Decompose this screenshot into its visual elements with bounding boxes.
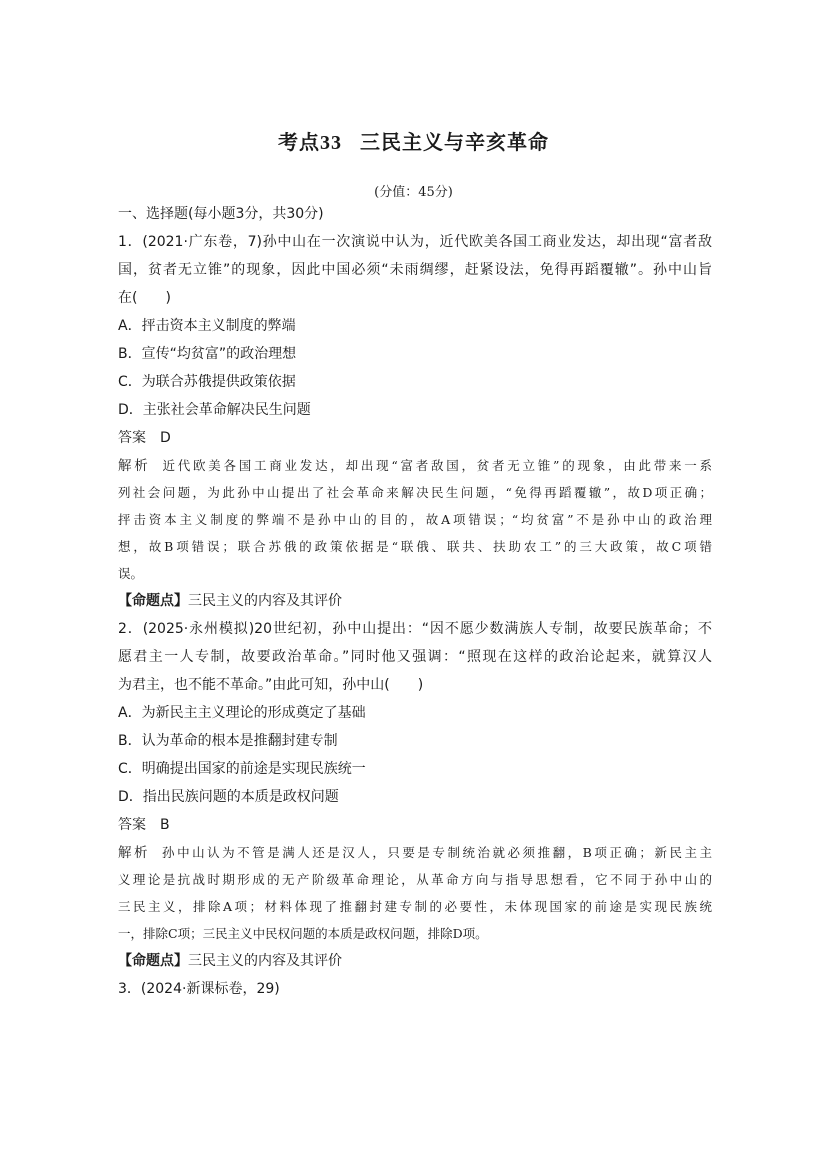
- explain-text: 孙中山认为不管是满人还是汉人，只要是专制统治就必须推翻，B项正确；新民主主: [162, 845, 713, 860]
- question-content: [118, 200, 712, 1003]
- question-2-explain-line-3: 三民主义，排除A项；材料体现了推翻封建专制的必要性，未体现国家的前途是实现民族统: [118, 899, 712, 914]
- question-2-topic-tag: [118, 947, 712, 975]
- topic-text: 三民主义的内容及其评价: [188, 593, 342, 609]
- question-1-option-c: C．为联合苏俄提供政策依据: [118, 374, 296, 390]
- question-2-explain-line-4: 一，排除C项；三民主义中民权问题的本质是政权问题，排除D项。: [118, 926, 488, 941]
- question-1-explain-line-3: 抨击资本主义制度的弊端不是孙中山的目的，故A项错误；“均贫富”不是孙中山的政治理: [118, 512, 712, 527]
- question-1-option-a: A．抨击资本主义制度的弊端: [118, 318, 296, 334]
- question-2-answer: [118, 811, 712, 839]
- explain-label: 解析: [118, 845, 151, 861]
- question-2-option-d: D．指出民族问题的本质是政权问题: [118, 789, 339, 805]
- answer-value: B: [160, 817, 170, 833]
- question-1-explain-line-5: 误。: [118, 566, 144, 581]
- question-1-option-b: B．宣传“均贫富”的政治理想: [118, 346, 297, 362]
- question-1-explain-line-4: 想，故B项错误；联合苏俄的政策依据是“联俄、联共、扶助农工”的三大政策，故C项错: [118, 539, 712, 554]
- title-number: 考点33: [278, 132, 342, 154]
- answer-label: 答案: [118, 430, 146, 446]
- question-2-option-b: B．认为革命的根本是推翻封建专制: [118, 733, 338, 749]
- question-2-explain-line-2: 义理论是抗战时期形成的无产阶级革命理论，从革命方向与指导思想看，它不同于孙中山的: [118, 872, 712, 887]
- score-note: (分值：45分): [374, 185, 453, 200]
- question-1-line-1: 1．(2021·广东卷，7)孙中山在一次演说中认为，近代欧美各国工商业发达，却出现“富者敌: [118, 234, 712, 250]
- topic-bracket: 【命题点】: [118, 593, 188, 609]
- explain-label: 解析: [118, 458, 151, 474]
- question-2: [118, 615, 712, 975]
- page-title: [0, 126, 827, 155]
- question-2-line-2: 愿君主一人专制，故要政治革命。”同时他又强调：“照现在这样的政治论起来，就算汉人: [118, 649, 712, 665]
- section-heading: 一、选择题(每小题3分，共30分): [118, 206, 324, 222]
- question-1-line-3: 在( ): [118, 290, 171, 306]
- question-2-explain-line-1: [118, 839, 712, 866]
- question-2-line-3: 为君主，也不能不革命。”由此可知，孙中山( ): [118, 677, 424, 693]
- explain-text: 近代欧美各国工商业发达，却出现“富者敌国，贫者无立锥”的现象，由此带来一系: [162, 458, 712, 473]
- question-2-option-c: C．明确提出国家的前途是实现民族统一: [118, 761, 366, 777]
- title-text: 三民主义与辛亥革命: [360, 130, 549, 154]
- question-1-explain-line-1: [118, 452, 712, 479]
- question-1-line-2: 国，贫者无立锥”的现象，因此中国必须“未雨绸缪，赶紧设法，免得再蹈覆辙”。孙中山旨: [118, 262, 712, 278]
- question-1-topic-tag: [118, 587, 712, 615]
- topic-bracket: 【命题点】: [118, 953, 188, 969]
- topic-text: 三民主义的内容及其评价: [188, 953, 342, 969]
- question-2-option-a: A．为新民主主义理论的形成奠定了基础: [118, 705, 366, 721]
- question-1-explain-line-2: 列社会问题，为此孙中山提出了社会革命来解决民生问题，“免得再蹈覆辙”，故D项正确；: [118, 485, 712, 500]
- question-1-answer: [118, 424, 712, 452]
- question-3-line-1: 3．(2024·新课标卷，29): [118, 981, 280, 997]
- answer-label: 答案: [118, 817, 146, 833]
- question-1: [118, 228, 712, 615]
- question-2-line-1: 2．(2025·永州模拟)20世纪初，孙中山提出：“因不愿少数满族人专制，故要民族革命；不: [118, 621, 712, 637]
- answer-value: D: [160, 430, 171, 446]
- question-1-option-d: D．主张社会革命解决民生问题: [118, 402, 311, 418]
